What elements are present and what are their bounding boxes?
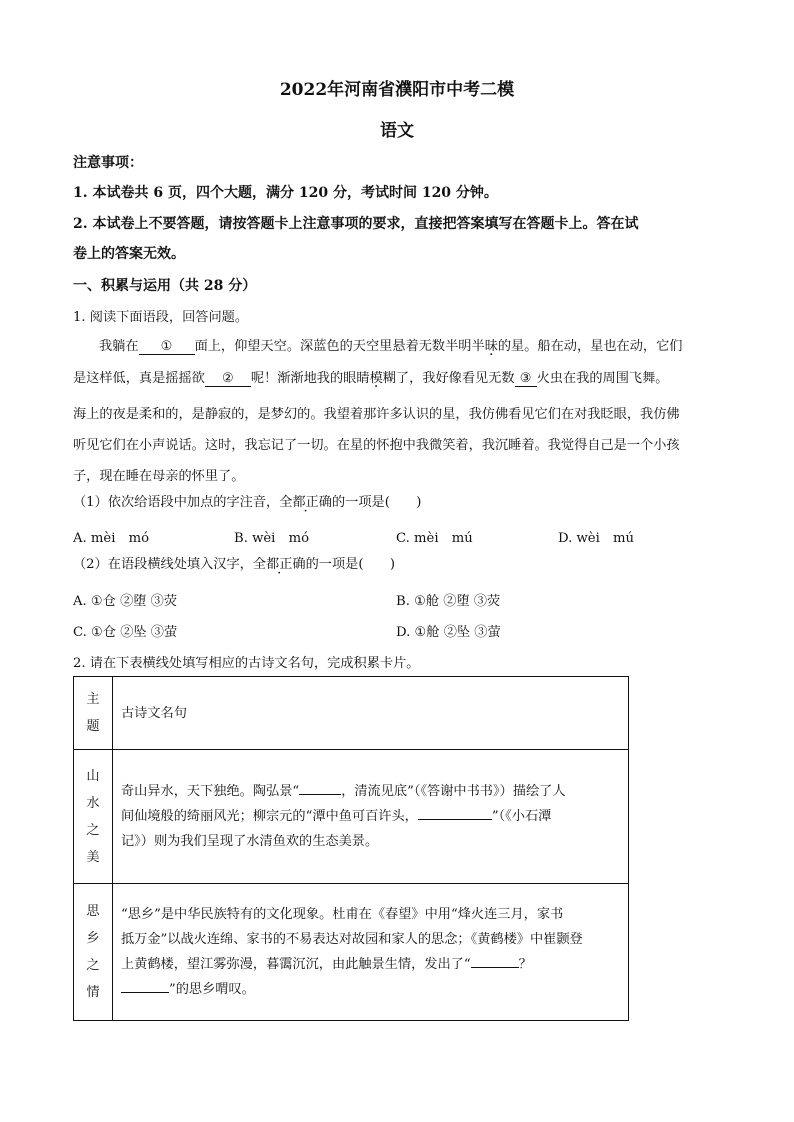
q1-sub1-option-a[interactable]: A. mèi mó [73,531,150,546]
content-text: 上黄鹤楼，望江雾弥漫，暮霭沉沉，由此触景生情，发出了“ [121,957,471,972]
answer-blank-4[interactable] [121,978,169,993]
section-heading: 一、积累与运用（共 28 分） [73,278,257,294]
content-line: 抵万金”以战火连绵、家书的不易表达对故园和家人的思念；《黄鹤楼》中崔颢登 [121,932,583,947]
topic-cell-scenery [74,750,113,884]
passage-text: 的星。船在动，星也在动，它们 [497,339,683,354]
content-header-cell [113,677,629,750]
dotted-char-2: 模 [369,371,383,386]
notice-heading: 注意事项： [73,155,143,171]
stem-text: 的一项是( ) [305,557,395,572]
topic-header-cell [74,677,113,750]
q1-sub1-stem [73,491,421,510]
passage-line-4: 听见它们在小声说话。这时，我忘记了一切。在星的怀抱中我微笑着，我沉睡着。我觉得自己是一个小孩 [73,438,680,453]
notice-item-2-line-2: 卷上的答案无效。 [73,246,185,262]
answer-blank-3[interactable] [471,953,519,968]
q2-prompt: 2. 请在下表横线处填写相应的古诗文名句，完成积累卡片。 [73,656,420,671]
q1-sub1-option-c[interactable]: C. mèi mú [396,531,473,546]
passage-text: 呢！渐渐地我的眼睛 [250,371,370,386]
table-row [74,677,629,750]
q1-sub2-option-b[interactable]: B. ①舱 ②堕 ③荧 [396,594,501,609]
passage-text: 火虫在我的周围飞舞。 [536,371,669,386]
fill-blank-1: ① [139,340,195,355]
q1-sub2-option-d[interactable]: D. ①舱 ②坠 ③萤 [396,625,501,640]
notice-item-1: 1. 本试卷共 6 页，四个大题，满分 120 分，考试时间 120 分钟。 [73,185,498,201]
q1-sub1-option-b[interactable]: B. wèi mó [234,531,310,546]
passage-line-2 [73,367,669,387]
content-line [121,779,620,804]
topic-char: 水 [86,795,100,811]
content-line: 记》）则为我们呈现了水清鱼欢的生态美景。 [121,834,379,849]
fill-blank-2: ② [205,372,251,387]
content-line: “思乡”是中华民族特有的文化现象。杜甫在《春望》中用“烽火连三月，家书 [121,907,564,922]
topic-char: 美 [86,849,100,865]
passage-line-1 [99,335,683,355]
content-header-label: 古诗文名句 [121,705,187,721]
exam-title: 2022年河南省濮阳市中考二模 [279,80,515,100]
q1-prompt: 1. 阅读下面语段，回答问题。 [73,310,249,325]
stem-emphasis: 全都正确 [279,495,332,510]
notice-item-2-line-1: 2. 本试卷上不要答题，请按答题卡上注意事项的要求，直接把答案填写在答题卡上。答在试 [73,216,639,232]
dotted-char-1: 昧 [484,339,498,354]
table-row [74,750,629,884]
q1-sub2-stem [73,553,395,572]
topic-cell-homesick [74,884,113,1021]
content-line [121,804,620,829]
content-text: ，清流见底”（《答谢中书书》）描绘了人 [341,784,566,799]
content-text: ”的思乡喟叹。 [169,982,255,997]
passage-line-5: 子，现在睡在母亲的怀里了。 [73,469,245,484]
passage-line-3: 海上的夜是柔和的，是静寂的，是梦幻的。我望着那许多认识的星，我仿佛看见它们在对我眨眼，我仿佛 [73,407,680,422]
content-cell-scenery [113,750,629,884]
subject-title: 语文 [380,121,414,141]
topic-char: 之 [86,958,100,973]
stem-text: （1）依次给语段中加点的字注音， [73,495,280,510]
stem-text: （2）在语段横线处填入汉字， [73,557,253,572]
content-text: ”（《小石潭 [491,809,552,824]
q1-sub2-option-c[interactable]: C. ①仓 ②坠 ③萤 [73,625,178,640]
content-text: ？ [518,957,532,972]
content-text: 奇山异水，天下独绝。陶弘景“ [121,784,300,799]
passage-text: 面上，仰望天空。深蓝色的天空里悬着无数半明半 [194,339,485,354]
content-text: 间仙境般的绮丽风光；柳宗元的“潭中鱼可百许头， [121,809,418,824]
accumulation-card-table [73,676,629,1021]
topic-char: 情 [86,985,100,1000]
stem-text: 的一项是( ) [331,495,422,510]
content-line [121,952,620,977]
passage-text: 糊了，我好像看见无数 [382,371,515,386]
q1-sub1-option-d[interactable]: D. wèi mú [558,531,634,546]
table-row [74,884,629,1021]
answer-blank-1[interactable] [299,780,341,795]
topic-char: 主 [86,692,100,707]
passage-text: 我躺在 [99,339,139,354]
answer-blank-2[interactable] [418,805,492,820]
q1-sub2-option-a[interactable]: A. ①仓 ②堕 ③荧 [73,594,178,609]
passage-text: 是这样低，真是摇摇欲 [73,371,205,386]
content-cell-homesick [113,884,629,1021]
topic-char: 题 [86,719,100,734]
topic-char: 乡 [86,931,100,946]
topic-char: 思 [86,904,100,919]
topic-char: 之 [86,822,100,838]
content-line [121,977,620,1002]
stem-emphasis: 全都正确 [252,557,306,572]
fill-blank-3: ③ [515,372,537,387]
topic-char: 山 [86,768,100,784]
